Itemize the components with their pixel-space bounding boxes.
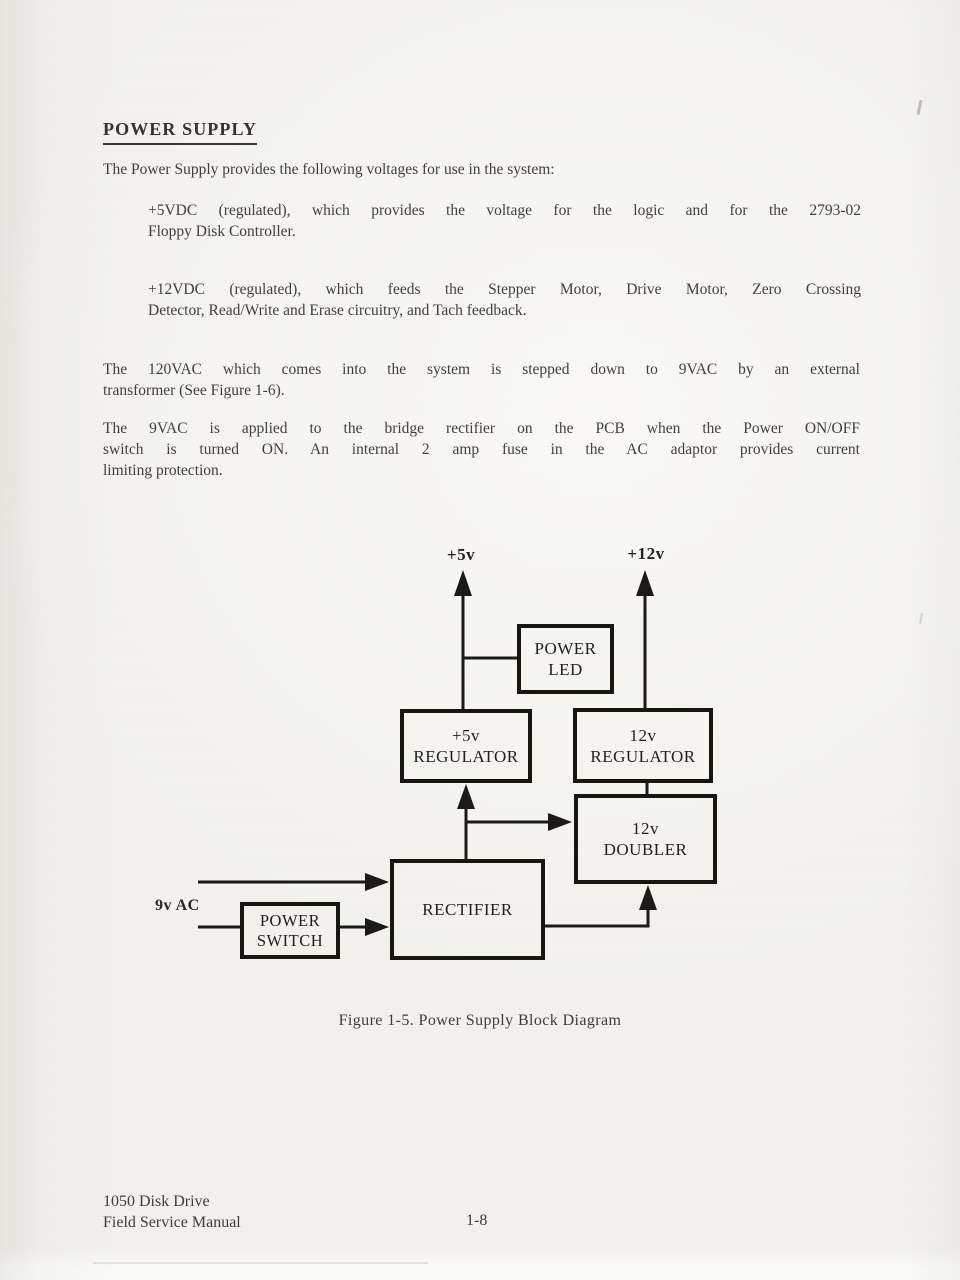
block-power-led — [517, 624, 614, 694]
block-rectifier — [390, 859, 545, 960]
text-line: +5VDC (regulated), which provides the voltage for the logic and for the 2793-02 — [148, 202, 861, 219]
arrowhead-switch-out — [365, 918, 389, 936]
text-line: limiting protection. — [103, 461, 223, 479]
output-label-plus5v: +5v — [446, 545, 476, 564]
scan-streak — [93, 1262, 428, 1264]
scan-speck — [919, 613, 923, 624]
paragraph-transformer — [103, 360, 860, 402]
text-line: transformer (See Figure 1-6). — [103, 381, 285, 399]
block-power-switch-line1: POWER — [259, 910, 321, 930]
block-12v-regulator — [573, 708, 713, 783]
text-line: +12VDC (regulated), which feeds the Stepper Motor, Drive Motor, Zero Crossing — [148, 281, 861, 298]
block-12v-doubler-line2: DOUBLER — [603, 840, 688, 859]
footer-manual-title — [103, 1192, 241, 1233]
block-power-led-line2: LED — [548, 660, 583, 679]
voltage-item-12vdc — [148, 280, 861, 322]
block-5v-regulator-line1: +5v — [451, 726, 481, 745]
block-12v-doubler — [574, 794, 717, 884]
text-line: Floppy Disk Controller. — [148, 222, 296, 240]
text-line: The 120VAC which comes into the system is stepped down to 9VAC by an external — [103, 361, 860, 378]
block-12v-regulator-line2: REGULATOR — [590, 746, 696, 766]
section-heading: POWER SUPPLY — [103, 119, 257, 145]
text-line: The 9VAC is applied to the bridge rectifier on the PCB when the Power ON/OFF — [103, 420, 860, 437]
figure-caption: Figure 1-5. Power Supply Block Diagram — [338, 1012, 622, 1029]
block-power-switch — [240, 902, 340, 959]
arrowhead-into-doubler-bottom — [639, 885, 657, 910]
block-12v-regulator-line1: 12v — [629, 725, 657, 745]
block-power-switch-line2: SWITCH — [256, 930, 324, 950]
block-5v-regulator-line2: REGULATOR — [413, 747, 519, 766]
page-number: 1-8 — [466, 1212, 488, 1229]
block-5v-regulator — [400, 709, 532, 783]
scan-speck — [916, 100, 922, 115]
output-label-plus12v: +12v — [627, 544, 665, 563]
line-rectifier-to-doubler-bottom — [545, 907, 648, 926]
intro-paragraph: The Power Supply provides the following voltages for use in the system: — [103, 161, 555, 178]
block-rectifier-line1: RECTIFIER — [422, 900, 513, 919]
footer-line2: Field Service Manual — [103, 1213, 241, 1231]
paragraph-rectifier-fuse — [103, 419, 860, 481]
arrowhead-12v-out — [636, 570, 654, 596]
block-12v-doubler-line1: 12v — [632, 819, 659, 838]
footer-line1: 1050 Disk Drive — [103, 1193, 210, 1210]
text-line: switch is turned ON. An internal 2 amp fuse in the AC adaptor provides current — [103, 440, 860, 458]
block-power-led-line1: POWER — [534, 639, 597, 658]
text-line: Detector, Read/Write and Erase circuitry, and Tach feedback. — [148, 301, 527, 319]
input-label-9vac: 9v AC — [155, 897, 200, 914]
voltage-item-5vdc — [148, 201, 861, 243]
arrowhead-into-doubler-left — [548, 813, 572, 831]
arrowhead-input-top — [365, 873, 389, 891]
arrowhead-into-reg5 — [457, 784, 475, 809]
arrowhead-5v-out — [454, 570, 472, 596]
